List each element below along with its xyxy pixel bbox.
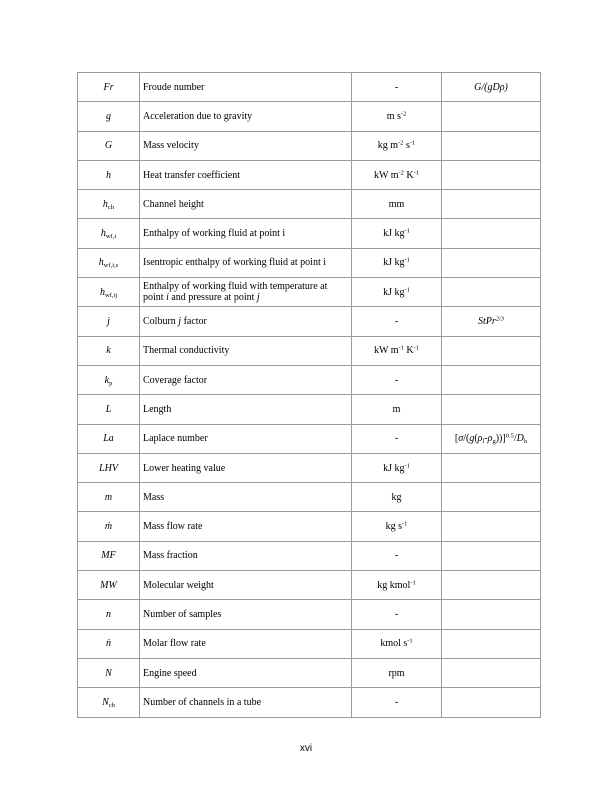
table-row [78,512,541,541]
symbol-cell: h [78,160,140,189]
definition-cell: Acceleration due to gravity [140,102,352,131]
definition-cell: Mass flow rate [140,512,352,541]
symbol-cell: $h_{wf,i,s}$ [78,248,140,277]
symbol-cell: $h_{ch}$ [78,190,140,219]
table-row [78,160,541,189]
table-row [78,658,541,687]
symbol-cell: $N_{ch}$ [78,688,140,717]
expression-cell [442,190,541,219]
unit-cell: - [352,424,442,453]
unit-cell: - [352,73,442,102]
definition-cell: Molar flow rate [140,629,352,658]
definition-cell: Heat transfer coefficient [140,160,352,189]
expression-cell [442,453,541,482]
unit-cell: kJ $kg^{-1}$ [352,278,442,307]
symbol-cell: MF [78,541,140,570]
table-row [78,365,541,394]
expression-cell [442,629,541,658]
definition-cell: Mass fraction [140,541,352,570]
expression-cell [442,160,541,189]
table-row [78,278,541,307]
definition-cell: Froude number [140,73,352,102]
unit-cell: - [352,541,442,570]
unit-cell: mm [352,190,442,219]
definition-cell: Mass velocity [140,131,352,160]
unit-cell: m [352,395,442,424]
definition-cell: Number of channels in a tube [140,688,352,717]
unit-cell: kg $m^{-2}$ $s^{-1}$ [352,131,442,160]
unit-cell: - [352,307,442,336]
definition-cell: Molecular weight [140,571,352,600]
expression-cell [442,336,541,365]
expression-cell [442,395,541,424]
symbol-text: Fr [103,81,114,93]
definition-cell: Mass [140,483,352,512]
unit-cell: kJ $kg^{-1}$ [352,219,442,248]
unit-cell: kW $m^{-1}$ $K^{-1}$ [352,336,442,365]
symbol-cell: m [78,483,140,512]
table-row [78,424,541,453]
definition-cell: Channel height [140,190,352,219]
table-row [78,336,541,365]
unit-cell: kg kmol$^{-1}$ [352,571,442,600]
table-row [78,395,541,424]
symbol-cell: ṅ [78,629,140,658]
symbol-cell: g [78,102,140,131]
symbol-cell: $k_p$ [78,365,140,394]
symbol-cell: k [78,336,140,365]
unit-cell: kW $m^{-2}$ $K^{-1}$ [352,160,442,189]
definition-cell: Colburn j factor [140,307,352,336]
table-row [78,483,541,512]
table-row [78,248,541,277]
table-row [78,131,541,160]
symbol-cell: ṁ [78,512,140,541]
table-row [78,600,541,629]
symbol-cell: n [78,600,140,629]
unit-cell: kg $s^{-1}$ [352,512,442,541]
symbol-cell: MW [78,571,140,600]
definition-cell: Length [140,395,352,424]
expression-cell [442,658,541,687]
unit-cell: kg [352,483,442,512]
expression-cell [442,248,541,277]
unit-cell: kmol $s^{-1}$ [352,629,442,658]
page-number: xvi [299,743,313,754]
definition-cell: Laplace number [140,424,352,453]
unit-cell: kJ $kg^{-1}$ [352,248,442,277]
unit-cell: rpm [352,658,442,687]
expression-cell [442,365,541,394]
definition-cell: Isentropic enthalpy of working fluid at point i [140,248,352,277]
unit-cell: - [352,365,442,394]
expression-cell [442,541,541,570]
table-row [78,190,541,219]
definition-cell: Enthalpy of working fluid at point i [140,219,352,248]
expression-cell: G/(gDρ) [442,73,541,102]
symbol-cell: L [78,395,140,424]
table-row [78,571,541,600]
expression-cell [442,131,541,160]
table-row [78,541,541,570]
definition-cell: Enthalpy of working fluid with temperature at point i and pressure at point j [140,278,352,307]
expression-cell [442,278,541,307]
expression-cell [442,219,541,248]
symbol-cell: $h_{wf,i}$ [78,219,140,248]
table-row [78,102,541,131]
expression-cell [442,483,541,512]
symbol-cell [78,73,140,102]
unit-cell: - [352,600,442,629]
definition-cell: Coverage factor [140,365,352,394]
expression-cell [442,600,541,629]
unit-cell: kJ $kg^{-1}$ [352,453,442,482]
expression-cell: StPr$^{2/3}$ [442,307,541,336]
symbol-cell: G [78,131,140,160]
nomenclature-table [77,72,541,718]
unit-cell: - [352,688,442,717]
symbol-cell: N [78,658,140,687]
symbol-cell: j [78,307,140,336]
table-row [78,453,541,482]
unit-cell: m $s^{-2}$ [352,102,442,131]
definition-cell: Thermal conductivity [140,336,352,365]
expression-cell [442,688,541,717]
symbol-cell: La [78,424,140,453]
definition-cell: Engine speed [140,658,352,687]
symbol-cell: $h_{wf,ij}$ [78,278,140,307]
expression-cell [442,102,541,131]
table-row [78,629,541,658]
table-row [78,688,541,717]
expression-cell [442,512,541,541]
table-row [78,307,541,336]
expression-cell: $[\sigma/(g(\rho_l-\rho_g))]^{0.5}/D_h$ [442,424,541,453]
symbol-cell: LHV [78,453,140,482]
definition-cell: Number of samples [140,600,352,629]
table-row [78,73,541,102]
table-row [78,219,541,248]
definition-cell: Lower heating value [140,453,352,482]
expression-cell [442,571,541,600]
